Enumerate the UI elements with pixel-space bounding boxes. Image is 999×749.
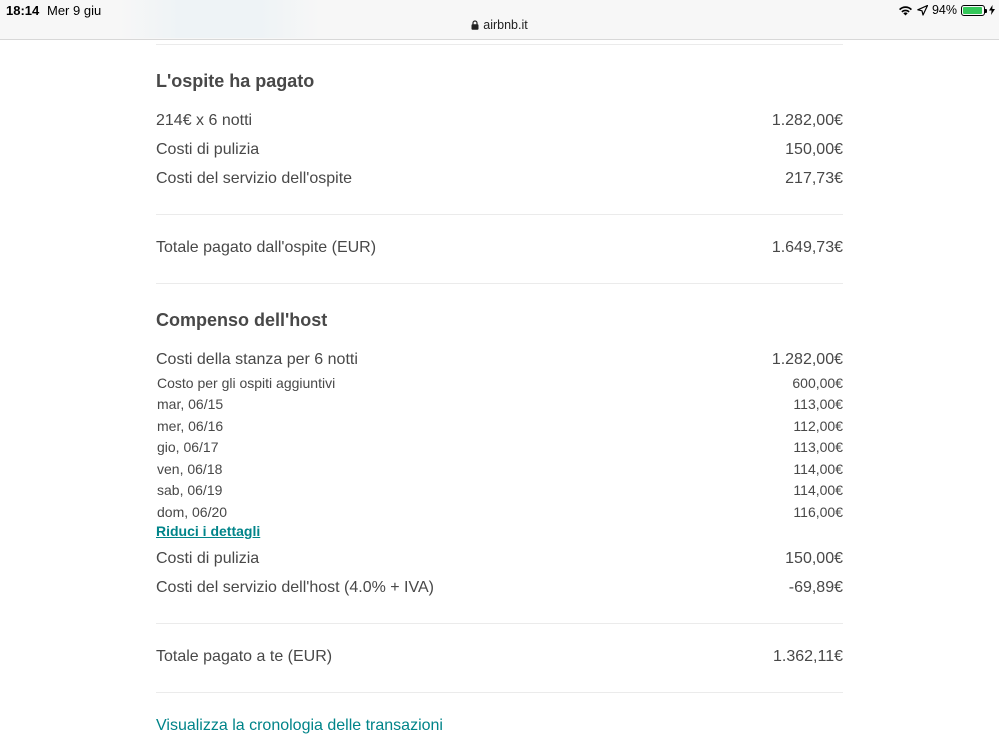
divider (156, 692, 843, 693)
detail-label: sab, 06/19 (157, 482, 223, 498)
guest-paid-row (156, 170, 843, 188)
url-bar[interactable] (0, 18, 999, 33)
charging-bolt-icon (989, 5, 995, 15)
detail-amount: 600,00€ (792, 375, 843, 391)
guest-paid-total (156, 239, 843, 257)
row-label: Costi di pulizia (156, 141, 260, 158)
battery-percent: 94% (931, 3, 957, 17)
divider (156, 214, 843, 215)
detail-label: Costo per gli ospiti aggiuntivi (157, 375, 336, 391)
row-label: 214€ x 6 notti (156, 112, 253, 129)
host-payout-row (156, 550, 843, 568)
detail-amount: 114,00€ (793, 461, 843, 477)
location-arrow-icon (917, 5, 928, 16)
row-label: Costi della stanza per 6 notti (156, 351, 358, 368)
row-amount: 150,00€ (785, 141, 843, 158)
row-amount: 1.282,00€ (771, 112, 843, 129)
detail-label: gio, 06/17 (157, 439, 219, 455)
divider (156, 283, 843, 284)
status-time: 18:14 (6, 3, 40, 18)
detail-row (156, 396, 843, 412)
detail-row (156, 439, 843, 455)
collapse-details-link[interactable]: Riduci i dettagli (156, 523, 261, 539)
detail-amount: 114,00€ (793, 482, 843, 498)
total-label: Totale pagato dall'ospite (EUR) (156, 239, 377, 256)
row-label: Costi di pulizia (156, 550, 260, 567)
detail-amount: 113,00€ (793, 396, 843, 412)
guest-paid-title: L'ospite ha pagato (156, 71, 315, 91)
detail-label: dom, 06/20 (157, 504, 228, 520)
row-amount: -69,89€ (788, 579, 843, 596)
detail-label: mer, 06/16 (157, 418, 224, 434)
status-indicators (898, 3, 995, 17)
host-payout-row (156, 579, 843, 597)
status-date: Mer 9 giu (47, 3, 102, 18)
total-amount: 1.362,11€ (773, 648, 843, 665)
host-payout-total (156, 648, 843, 666)
divider (156, 623, 843, 624)
row-amount: 217,73€ (785, 170, 843, 187)
room-cost-row (156, 351, 843, 369)
row-label: Costi del servizio dell'ospite (156, 170, 353, 187)
row-amount: 150,00€ (785, 550, 843, 567)
detail-row (156, 375, 843, 391)
browser-status-bar (0, 0, 999, 40)
transaction-history-link[interactable]: Visualizza la cronologia delle transazioni (156, 717, 443, 734)
total-amount: 1.649,73€ (771, 239, 843, 256)
host-payout-title: Compenso dell'host (156, 310, 328, 330)
row-amount: 1.282,00€ (771, 351, 843, 368)
detail-row (156, 482, 843, 498)
guest-paid-row (156, 141, 843, 159)
total-label: Totale pagato a te (EUR) (156, 648, 333, 665)
detail-row (156, 461, 843, 477)
url-text: airbnb.it (483, 18, 528, 32)
detail-label: ven, 06/18 (157, 461, 223, 477)
detail-amount: 112,00€ (793, 418, 843, 434)
battery-icon (961, 5, 985, 16)
detail-amount: 116,00€ (793, 504, 843, 520)
lock-icon (471, 19, 479, 33)
row-label: Costi del servizio dell'host (4.0% + IVA) (156, 579, 434, 596)
detail-row (156, 418, 843, 434)
detail-row (156, 504, 843, 520)
divider (156, 44, 843, 45)
detail-amount: 113,00€ (793, 439, 843, 455)
guest-paid-row (156, 112, 843, 130)
wifi-icon (898, 5, 913, 16)
detail-label: mar, 06/15 (157, 396, 224, 412)
